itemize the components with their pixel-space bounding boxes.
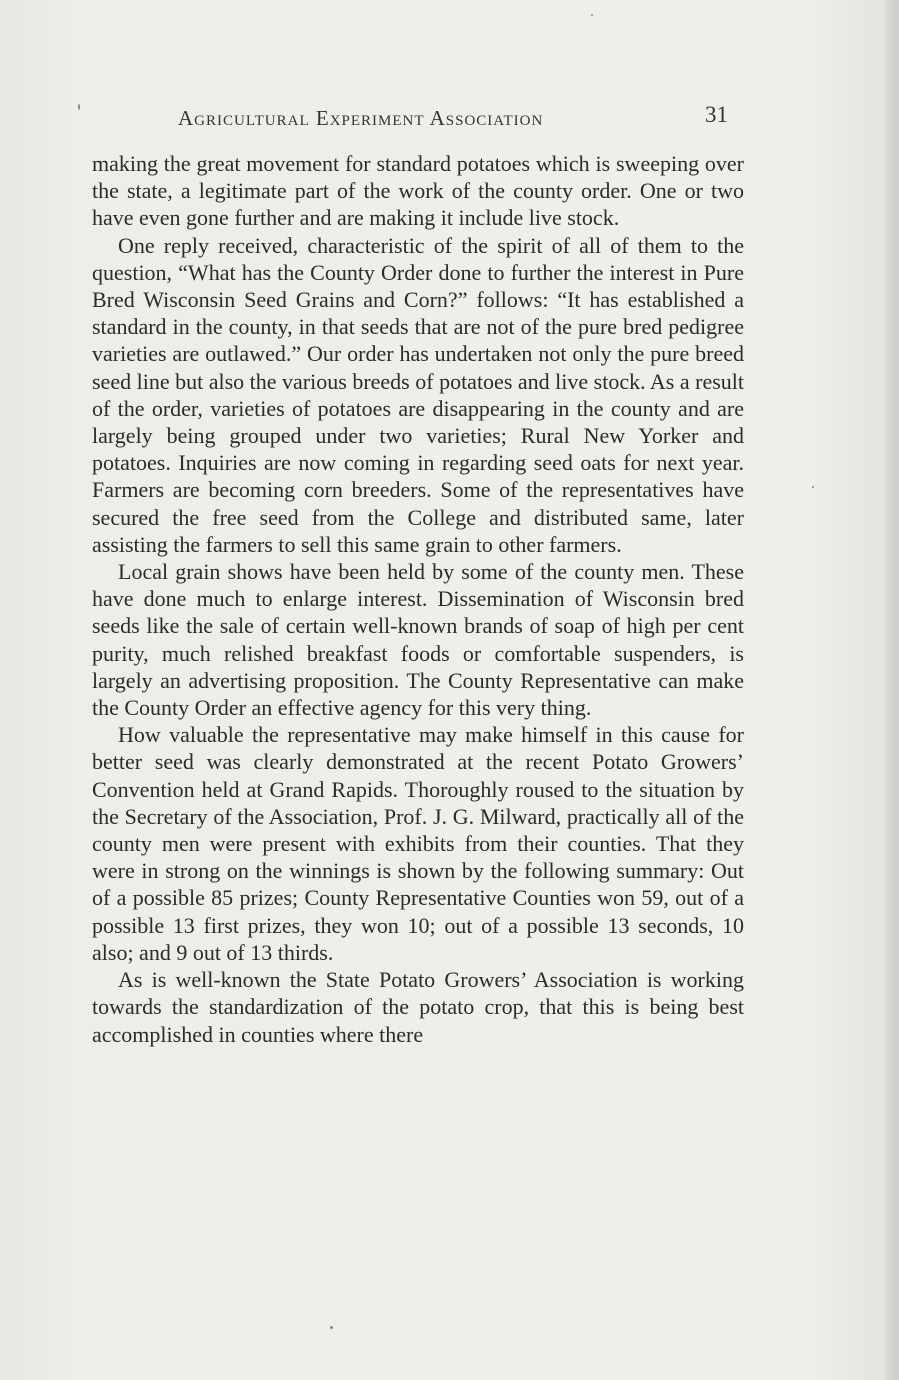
body-text [92, 150, 744, 1048]
page-number: 31 [705, 102, 728, 127]
paragraph-standardization: As is well-known the State Potato Growers’ Association is working towards the standardization of the potato crop, that this is being best accomplished in counties where there [92, 967, 744, 1047]
paragraph-reply: One reply received, characteristic of the spirit of all of them to the question, “What has the County Order done to further the interest in Pure Bred Wisconsin Seed Grains and Corn?” follows: “It has established a standard in the county, in that seeds that are not of the pure bred pedigree varieties are outlawed.” Our order has undertaken not only the pure breed seed line but also the various breeds of potatoes and live stock. As a result of the order, varieties of potatoes are disappearing in the county and are largely being grouped under two varieties; Rural New Yorker and potatoes. Inquiries are now coming in regarding seed oats for next year. Farmers are becoming corn breeders. Some of the representatives have secured the free seed from the College and distributed same, later assisting the farmers to sell this same grain to other farmers. [92, 232, 744, 557]
paragraph-convention: How valuable the representative may make himself in this cause for better seed was clearly demonstrated at the recent Potato Growers’ Convention held at Grand Rapids. Thoroughly roused to the situation by the Secretary of the Association, Prof. J. G. Milward, practically all of the county men were present with exhibits from their counties. That they were in strong on the winnings is shown by the following summary: Out of a possible 85 prizes; County Representative Counties won 59, out of a possible 13 first prizes, they won 10; out of a possible 13 seconds, 10 also; and 9 out of 13 thirds. [92, 722, 744, 965]
running-title: Agricultural Experiment Association [178, 106, 544, 130]
print-speck [330, 1326, 333, 1329]
paragraph-continued: making the great movement for standard potatoes which is sweeping over the state, a legitimate part of the work of the county order. One or two have even gone further and are making it include live stock. [92, 151, 744, 231]
page-edge-shadow [885, 0, 899, 1380]
running-head [178, 102, 728, 132]
print-speck [591, 14, 593, 16]
print-speck [812, 486, 814, 488]
print-speck [78, 104, 80, 110]
paragraph-grain-shows: Local grain shows have been held by some of the county men. These have done much to enlarge interest. Dissemination of Wisconsin bred seeds like the sale of certain well-known brands of soap of high per cent purity, much relished breakfast foods or comfortable suspenders, is largely an advertising proposition. The County Representative can make the County Order an effective agency for this very thing. [92, 559, 744, 721]
